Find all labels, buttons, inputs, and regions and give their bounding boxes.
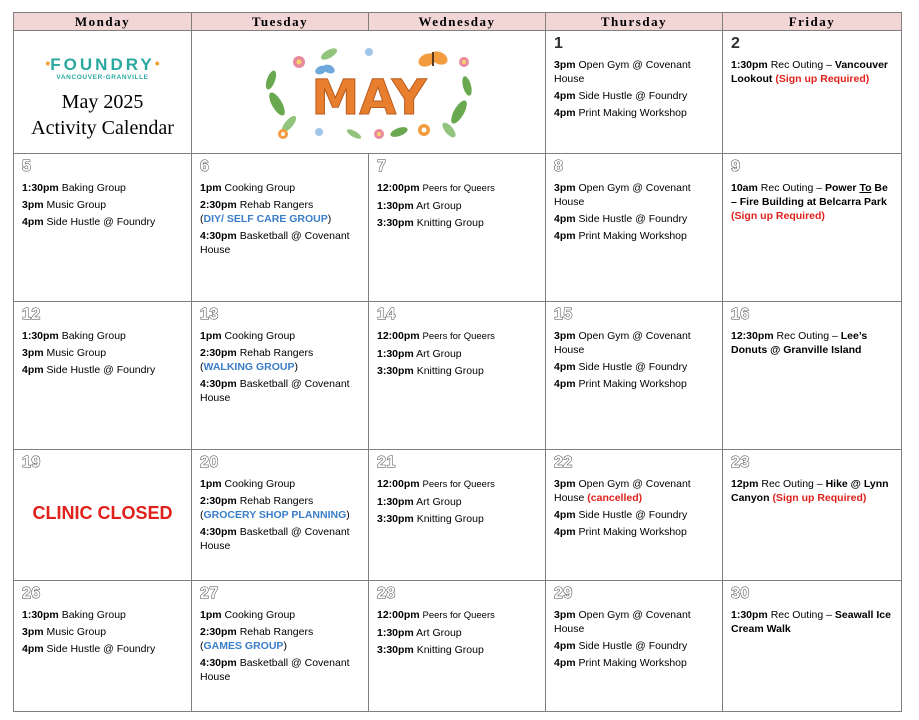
date-number: 2	[731, 35, 741, 52]
logo-dot-icon: •	[154, 55, 160, 71]
event-item: 1:30pm Baking Group	[22, 330, 126, 342]
day-cell-13	[192, 302, 369, 450]
event-item: 1pm Cooking Group	[200, 330, 296, 342]
date-number: 12	[22, 306, 41, 323]
event-item: 12:00pm Peers for Queers	[377, 478, 495, 490]
day-cell-27	[192, 581, 369, 712]
calendar-title-subtitle: Activity Calendar	[31, 117, 174, 139]
event-item: 2:30pm Rehab Rangers (GROCERY SHOP PLANNING)	[200, 495, 350, 521]
event-item: 4pm Side Hustle @ Foundry	[554, 361, 688, 373]
calendar-title-month: May 2025	[61, 91, 144, 113]
event-item: 3:30pm Knitting Group	[377, 217, 484, 229]
event-item: 4pm Side Hustle @ Foundry	[22, 643, 156, 655]
date-number: 5	[22, 158, 32, 175]
day-header-tuesday: Tuesday	[192, 13, 369, 31]
event-item: 12:30pm Rec Outing – Lee’s Donuts @ Granville Island	[731, 330, 868, 356]
logo-subtitle: VANCOUVER-GRANVILLE	[56, 74, 149, 81]
date-number: 27	[200, 585, 219, 602]
date-number: 22	[554, 454, 573, 471]
signup-required-note: (Sign up Required)	[731, 210, 825, 222]
logo-dot-icon: •	[45, 55, 51, 71]
day-cell-14	[369, 302, 546, 450]
date-number: 6	[200, 158, 210, 175]
event-item: 4pm Side Hustle @ Foundry	[554, 640, 688, 652]
date-number: 19	[22, 454, 41, 471]
event-item: 3pm Open Gym @ Covenant House	[554, 59, 691, 85]
week-row-4	[14, 450, 902, 581]
date-number: 29	[554, 585, 573, 602]
event-item: 4:30pm Basketball @ Covenant House	[200, 378, 350, 404]
day-cell-19	[14, 450, 192, 581]
event-item: 3pm Open Gym @ Covenant House	[554, 609, 691, 635]
event-item: 1:30pm Baking Group	[22, 182, 126, 194]
day-cell-8	[546, 154, 723, 302]
week-row-5	[14, 581, 902, 712]
date-number: 13	[200, 306, 219, 323]
rehab-subgroup: GROCERY SHOP PLANNING	[203, 509, 347, 521]
event-item: 4pm Print Making Workshop	[554, 526, 687, 538]
date-number: 14	[377, 306, 396, 323]
event-item: 4:30pm Basketball @ Covenant House	[200, 230, 350, 256]
may-banner-text: MAY	[310, 70, 427, 126]
event-item: 2:30pm Rehab Rangers (WALKING GROUP)	[200, 347, 314, 373]
logo-title-cell	[14, 31, 192, 154]
rehab-subgroup: DIY/ SELF CARE GROUP	[203, 213, 328, 225]
date-number: 21	[377, 454, 396, 471]
date-number: 16	[731, 306, 750, 323]
event-item: 12:00pm Peers for Queers	[377, 609, 495, 621]
event-item: 1:30pm Rec Outing – Seawall Ice Cream Walk	[731, 609, 891, 635]
day-cell-5	[14, 154, 192, 302]
day-cell-9	[723, 154, 902, 302]
event-item: 1:30pm Art Group	[377, 348, 462, 360]
may-floral-banner-icon	[259, 42, 479, 142]
may-banner-cell	[192, 31, 546, 154]
day-header-thursday: Thursday	[546, 13, 723, 31]
day-cell-7	[369, 154, 546, 302]
rehab-subgroup: WALKING GROUP	[203, 361, 295, 373]
date-number: 26	[22, 585, 41, 602]
may-banner	[192, 31, 545, 153]
event-item: 4pm Side Hustle @ Foundry	[554, 509, 688, 521]
day-cell-2	[723, 31, 902, 154]
event-item: 3pm Music Group	[22, 626, 107, 638]
clinic-closed-notice: CLINIC CLOSED	[32, 503, 173, 523]
event-item: 4pm Side Hustle @ Foundry	[22, 216, 156, 228]
event-item: 4pm Side Hustle @ Foundry	[554, 213, 688, 225]
event-item: 2:30pm Rehab Rangers (GAMES GROUP)	[200, 626, 314, 652]
calendar-table	[13, 12, 902, 712]
day-cell-21	[369, 450, 546, 581]
event-item: 3:30pm Knitting Group	[377, 644, 484, 656]
day-cell-23	[723, 450, 902, 581]
signup-required-note: (Sign up Required)	[775, 73, 870, 85]
calendar-title	[14, 89, 191, 141]
day-cell-30	[723, 581, 902, 712]
day-cell-28	[369, 581, 546, 712]
event-item: 12:00pm Peers for Queers	[377, 182, 495, 194]
event-item: 3pm Music Group	[22, 347, 107, 359]
day-cell-1	[546, 31, 723, 154]
foundry-logo	[14, 55, 191, 81]
day-cell-12	[14, 302, 192, 450]
day-header-row	[14, 13, 902, 31]
day-cell-29	[546, 581, 723, 712]
event-item: 1:30pm Art Group	[377, 200, 462, 212]
event-item: 3pm Open Gym @ Covenant House (cancelled)	[554, 478, 691, 504]
event-item: 4pm Print Making Workshop	[554, 378, 687, 390]
day-cell-6	[192, 154, 369, 302]
date-number: 8	[554, 158, 564, 175]
event-item: 1:30pm Rec Outing – Vancouver Lookout (Sign up Required)	[731, 59, 889, 85]
logo-wordmark: FOUNDRY	[50, 55, 155, 74]
event-item: 2:30pm Rehab Rangers (DIY/ SELF CARE GROUP)	[200, 199, 332, 225]
day-cell-22	[546, 450, 723, 581]
event-item: 3pm Music Group	[22, 199, 107, 211]
event-item: 4pm Print Making Workshop	[554, 657, 687, 669]
date-number: 30	[731, 585, 750, 602]
event-item: 4:30pm Basketball @ Covenant House	[200, 526, 350, 552]
event-item: 3pm Open Gym @ Covenant House	[554, 182, 691, 208]
event-item: 4pm Print Making Workshop	[554, 107, 687, 119]
week-row-3	[14, 302, 902, 450]
event-item: 1:30pm Art Group	[377, 627, 462, 639]
place-link[interactable]: To	[859, 182, 872, 194]
event-item: 12pm Rec Outing – Hike @ Lynn Canyon (Sign up Required)	[731, 478, 889, 504]
day-header-wednesday: Wednesday	[369, 13, 546, 31]
day-header-monday: Monday	[14, 13, 192, 31]
event-item: 3pm Open Gym @ Covenant House	[554, 330, 691, 356]
event-item: 1pm Cooking Group	[200, 182, 296, 194]
signup-required-note: (Sign up Required)	[772, 492, 867, 504]
date-number: 15	[554, 306, 573, 323]
event-item: 1:30pm Art Group	[377, 496, 462, 508]
event-item: 1pm Cooking Group	[200, 478, 296, 490]
event-item: 4:30pm Basketball @ Covenant House	[200, 657, 350, 683]
rehab-subgroup: GAMES GROUP	[203, 640, 284, 652]
day-cell-15	[546, 302, 723, 450]
cancelled-note: (cancelled)	[587, 492, 643, 504]
date-number: 9	[731, 158, 741, 175]
event-item: 4pm Print Making Workshop	[554, 230, 687, 242]
event-item: 10am Rec Outing – Power To Be – Fire Building at Belcarra Park (Sign up Required)	[731, 182, 888, 222]
event-item: 12:00pm Peers for Queers	[377, 330, 495, 342]
butterfly-icon	[416, 49, 449, 69]
date-number: 1	[554, 35, 564, 52]
event-item: 3:30pm Knitting Group	[377, 513, 484, 525]
day-cell-16	[723, 302, 902, 450]
event-item: 3:30pm Knitting Group	[377, 365, 484, 377]
date-number: 28	[377, 585, 396, 602]
day-cell-20	[192, 450, 369, 581]
event-item: 4pm Side Hustle @ Foundry	[554, 90, 688, 102]
event-item: 1:30pm Baking Group	[22, 609, 126, 621]
day-header-friday: Friday	[723, 13, 902, 31]
date-number: 20	[200, 454, 219, 471]
event-item: 4pm Side Hustle @ Foundry	[22, 364, 156, 376]
day-cell-26	[14, 581, 192, 712]
week-row-1	[14, 31, 902, 154]
week-row-2	[14, 154, 902, 302]
date-number: 7	[377, 158, 387, 175]
event-item: 1pm Cooking Group	[200, 609, 296, 621]
date-number: 23	[731, 454, 750, 471]
